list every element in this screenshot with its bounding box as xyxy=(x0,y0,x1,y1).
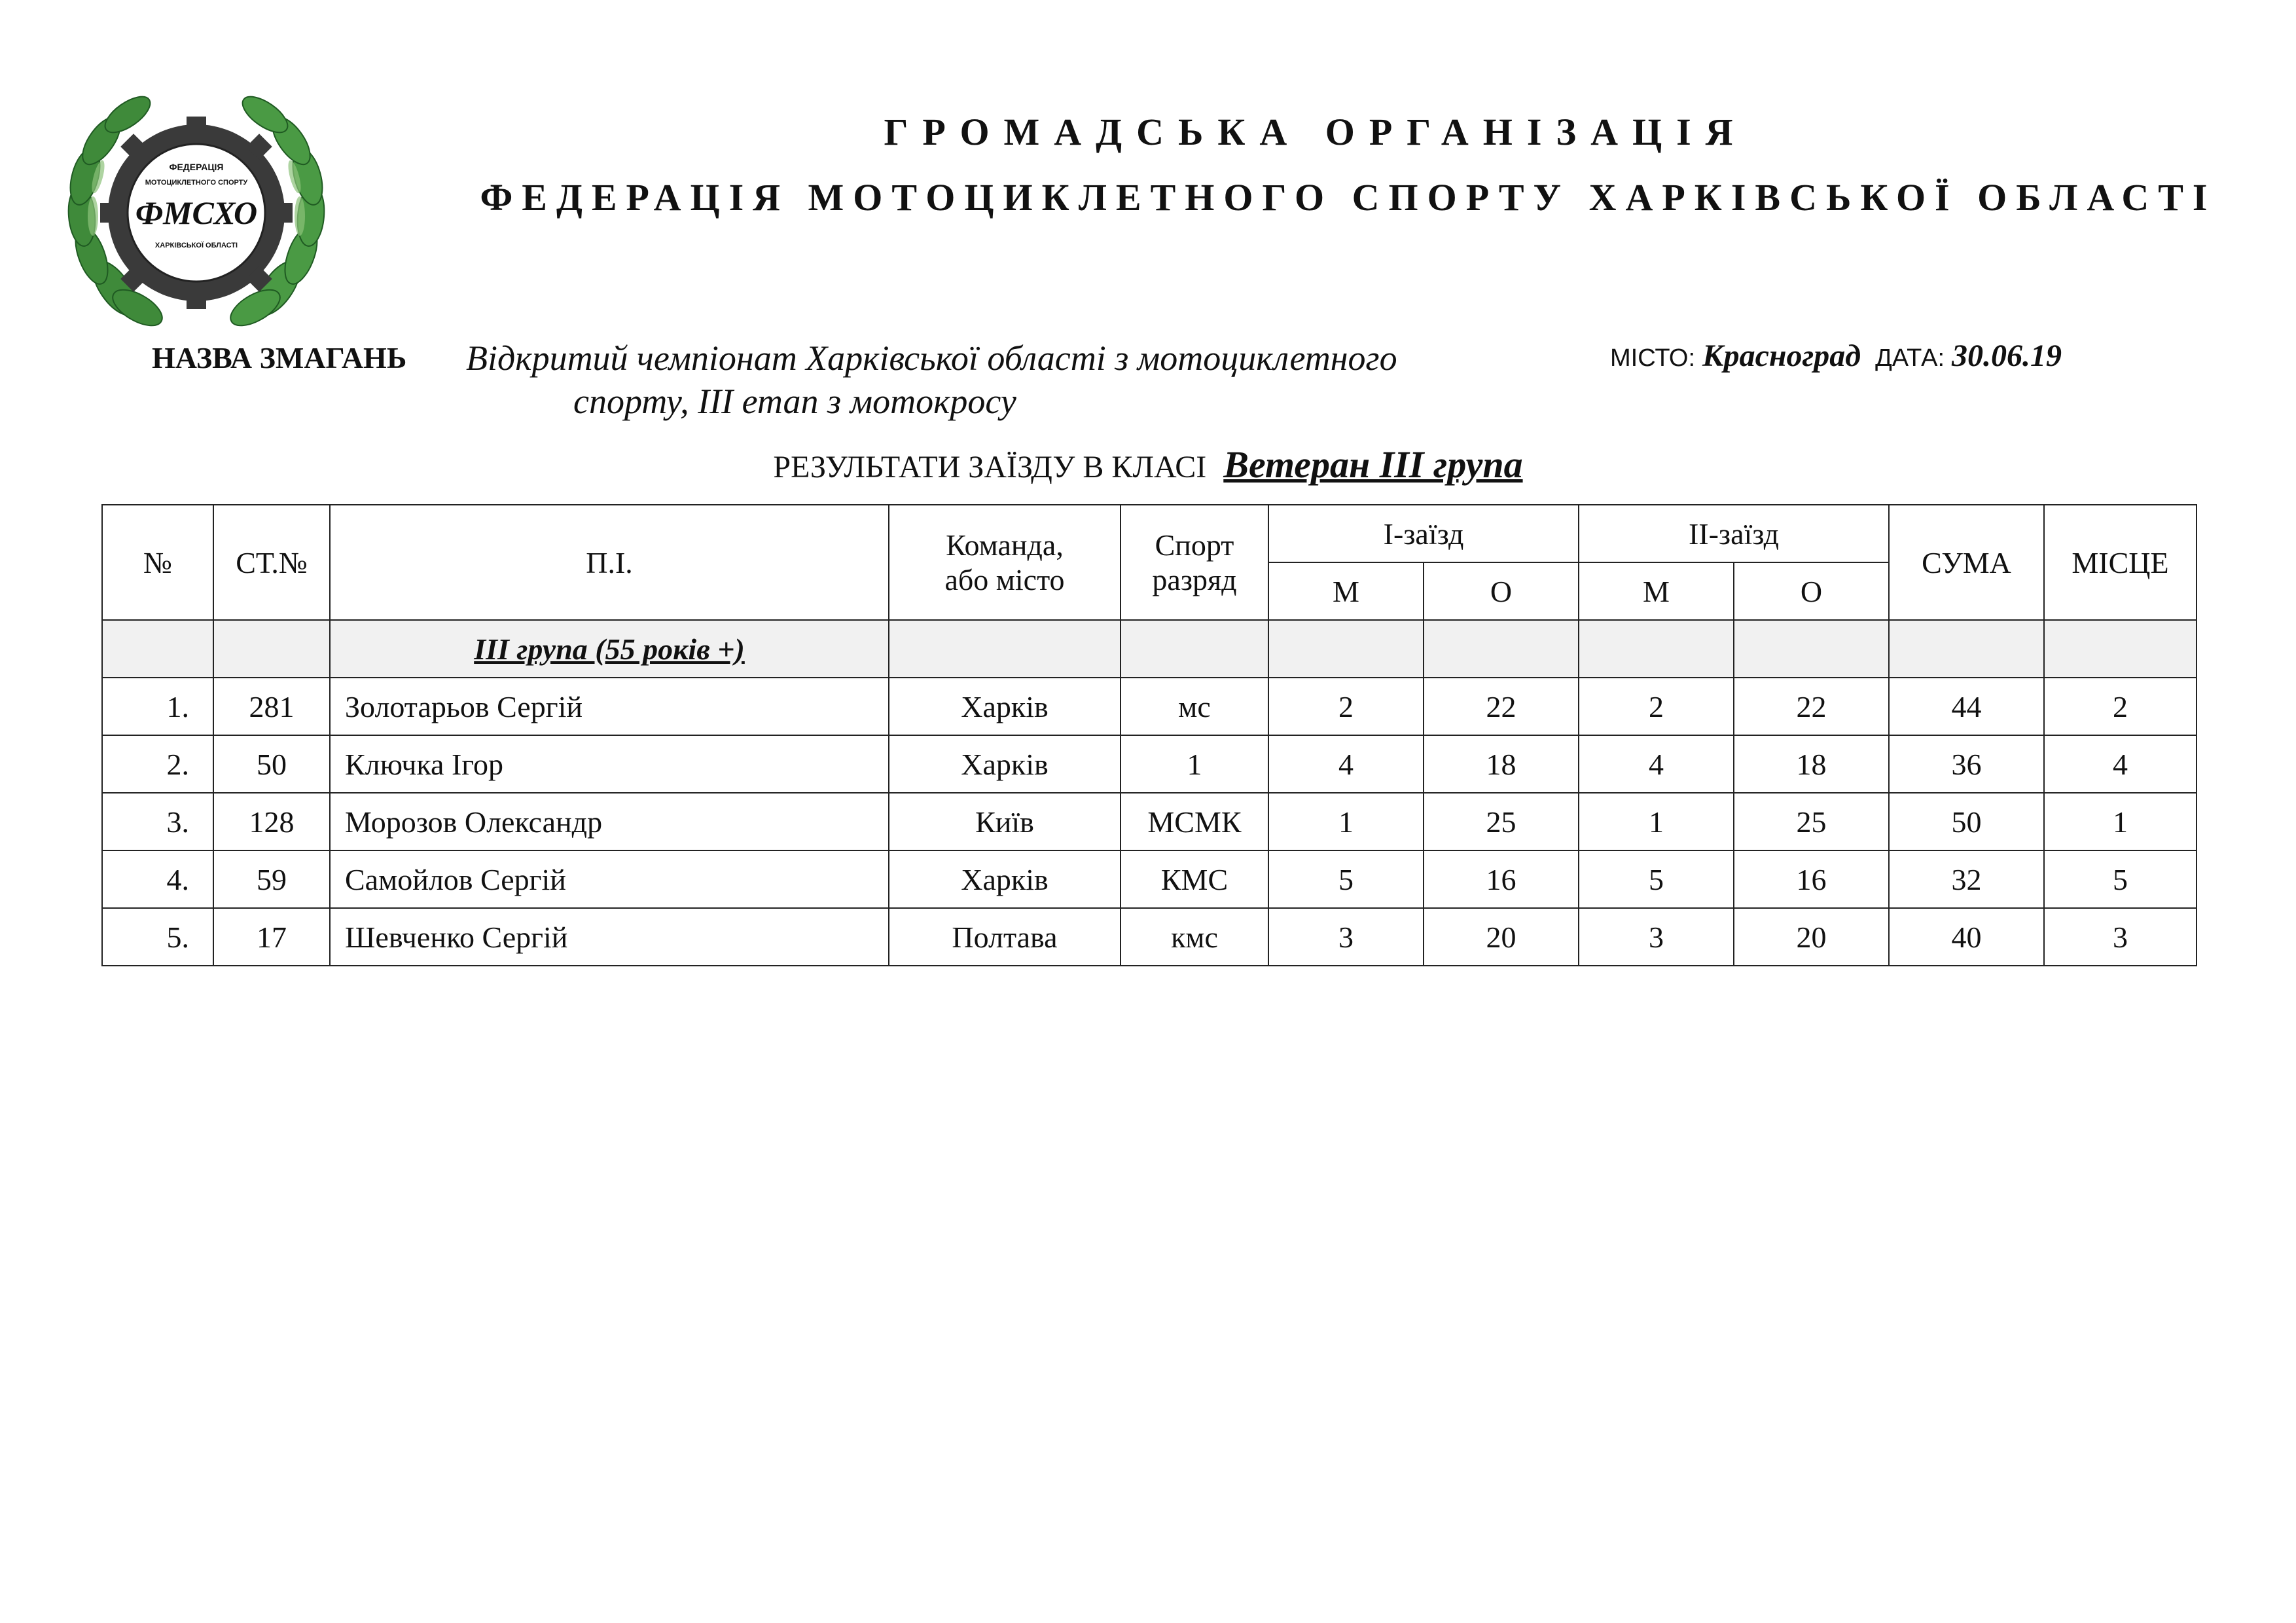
logo-main-text: ФМСХО xyxy=(135,194,258,231)
competition-name xyxy=(466,337,1579,423)
logo-sub-text: МОТОЦИКЛЕТНОГО СПОРТУ xyxy=(145,179,248,187)
cell-name: Морозов Олександр xyxy=(330,793,889,850)
col-header-team-line1: Команда, xyxy=(946,528,1064,562)
table-row xyxy=(102,678,2197,735)
cell-team: Полтава xyxy=(889,908,1121,966)
col-header-name: П.І. xyxy=(330,505,889,620)
cell-race2-m: 5 xyxy=(1579,850,1734,908)
class-name: Ветеран ІІІ група xyxy=(1223,443,1523,486)
cell-team: Харків xyxy=(889,735,1121,793)
city-date-block xyxy=(1610,338,2062,374)
col-header-race1: І-заїзд xyxy=(1268,505,1579,562)
col-header-rank-line2: разряд xyxy=(1152,563,1237,596)
cell-race1-o: 18 xyxy=(1424,735,1579,793)
col-header-race2: ІІ-заїзд xyxy=(1579,505,1889,562)
date-value: 30.06.19 xyxy=(1952,338,2062,373)
cell-race2-o: 18 xyxy=(1734,735,1889,793)
group-label-text: ІІІ група (55 років +) xyxy=(474,632,745,666)
table-row xyxy=(102,908,2197,966)
col-header-team-line2: або місто xyxy=(944,563,1065,596)
results-title-text: РЕЗУЛЬТАТИ ЗАЇЗДУ В КЛАСІ xyxy=(773,450,1207,484)
cell-no: 2. xyxy=(102,735,213,793)
cell-start-no: 17 xyxy=(213,908,330,966)
cell-race1-o: 22 xyxy=(1424,678,1579,735)
cell-race1-o: 25 xyxy=(1424,793,1579,850)
cell-start-no: 59 xyxy=(213,850,330,908)
cell-name: Золотарьов Сергій xyxy=(330,678,889,735)
competition-name-line1: Відкритий чемпіонат Харківської області з мотоциклетного xyxy=(466,338,1397,378)
col-header-place: МІСЦЕ xyxy=(2044,505,2197,620)
cell-start-no: 128 xyxy=(213,793,330,850)
cell-race2-o: 25 xyxy=(1734,793,1889,850)
org-title-line2: ФЕДЕРАЦІЯ МОТОЦИКЛЕТНОГО СПОРТУ ХАРКІВСЬКОЇ ОБЛАСТІ xyxy=(480,176,2217,219)
col-header-race1-m: М xyxy=(1268,562,1424,620)
cell-race1-o: 16 xyxy=(1424,850,1579,908)
cell-place: 2 xyxy=(2044,678,2197,735)
cell-no: 4. xyxy=(102,850,213,908)
cell-name: Самойлов Сергій xyxy=(330,850,889,908)
col-header-sum: СУМА xyxy=(1889,505,2044,620)
logo-bottom-text: ХАРКІВСЬКОЇ ОБЛАСТІ xyxy=(154,242,238,249)
group-row xyxy=(102,620,2197,678)
cell-race2-m: 4 xyxy=(1579,735,1734,793)
cell-name: Ключка Ігор xyxy=(330,735,889,793)
competition-label: НАЗВА ЗМАГАНЬ xyxy=(152,341,407,374)
col-header-team xyxy=(889,505,1121,620)
federation-logo xyxy=(52,72,340,347)
cell-race1-m: 3 xyxy=(1268,908,1424,966)
org-title-line1: ГРОМАДСЬКА ОРГАНІЗАЦІЯ xyxy=(884,111,1748,153)
cell-place: 3 xyxy=(2044,908,2197,966)
col-header-race2-m: М xyxy=(1579,562,1734,620)
cell-start-no: 50 xyxy=(213,735,330,793)
cell-name: Шевченко Сергій xyxy=(330,908,889,966)
col-header-rank-line1: Спорт xyxy=(1155,528,1234,562)
results-title xyxy=(0,443,2296,486)
competition-name-line2: спорту, ІІІ етап з мотокросу xyxy=(573,382,1016,421)
cell-race2-m: 2 xyxy=(1579,678,1734,735)
cell-rank: 1 xyxy=(1121,735,1268,793)
col-header-race2-o: О xyxy=(1734,562,1889,620)
cell-race1-m: 5 xyxy=(1268,850,1424,908)
cell-sum: 44 xyxy=(1889,678,2044,735)
cell-no: 1. xyxy=(102,678,213,735)
cell-race2-o: 22 xyxy=(1734,678,1889,735)
table-row xyxy=(102,850,2197,908)
cell-race1-m: 1 xyxy=(1268,793,1424,850)
cell-rank: кмс xyxy=(1121,908,1268,966)
cell-place: 4 xyxy=(2044,735,2197,793)
cell-race1-m: 4 xyxy=(1268,735,1424,793)
city-value: Красноград xyxy=(1702,338,1861,373)
date-label: ДАТА: xyxy=(1875,344,1945,372)
col-header-start-no: СТ.№ xyxy=(213,505,330,620)
cell-sum: 50 xyxy=(1889,793,2044,850)
cell-rank: мс xyxy=(1121,678,1268,735)
cell-team: Харків xyxy=(889,850,1121,908)
city-label: МІСТО: xyxy=(1610,344,1696,372)
cell-race2-m: 1 xyxy=(1579,793,1734,850)
cell-race2-o: 16 xyxy=(1734,850,1889,908)
cell-race2-o: 20 xyxy=(1734,908,1889,966)
cell-no: 3. xyxy=(102,793,213,850)
col-header-rank xyxy=(1121,505,1268,620)
cell-start-no: 281 xyxy=(213,678,330,735)
cell-team: Київ xyxy=(889,793,1121,850)
results-table xyxy=(101,504,2197,966)
cell-race2-m: 3 xyxy=(1579,908,1734,966)
cell-race1-m: 2 xyxy=(1268,678,1424,735)
cell-rank: КМС xyxy=(1121,850,1268,908)
cell-place: 1 xyxy=(2044,793,2197,850)
table-row xyxy=(102,735,2197,793)
table-header-row xyxy=(102,505,2197,562)
col-header-race1-o: О xyxy=(1424,562,1579,620)
cell-place: 5 xyxy=(2044,850,2197,908)
group-label xyxy=(330,620,889,678)
cell-sum: 40 xyxy=(1889,908,2044,966)
cell-race1-o: 20 xyxy=(1424,908,1579,966)
cell-sum: 36 xyxy=(1889,735,2044,793)
cell-no: 5. xyxy=(102,908,213,966)
table-row xyxy=(102,793,2197,850)
cell-rank: МСМК xyxy=(1121,793,1268,850)
col-header-no: № xyxy=(102,505,213,620)
cell-sum: 32 xyxy=(1889,850,2044,908)
cell-team: Харків xyxy=(889,678,1121,735)
logo-top-text: ФЕДЕРАЦІЯ xyxy=(169,162,224,172)
